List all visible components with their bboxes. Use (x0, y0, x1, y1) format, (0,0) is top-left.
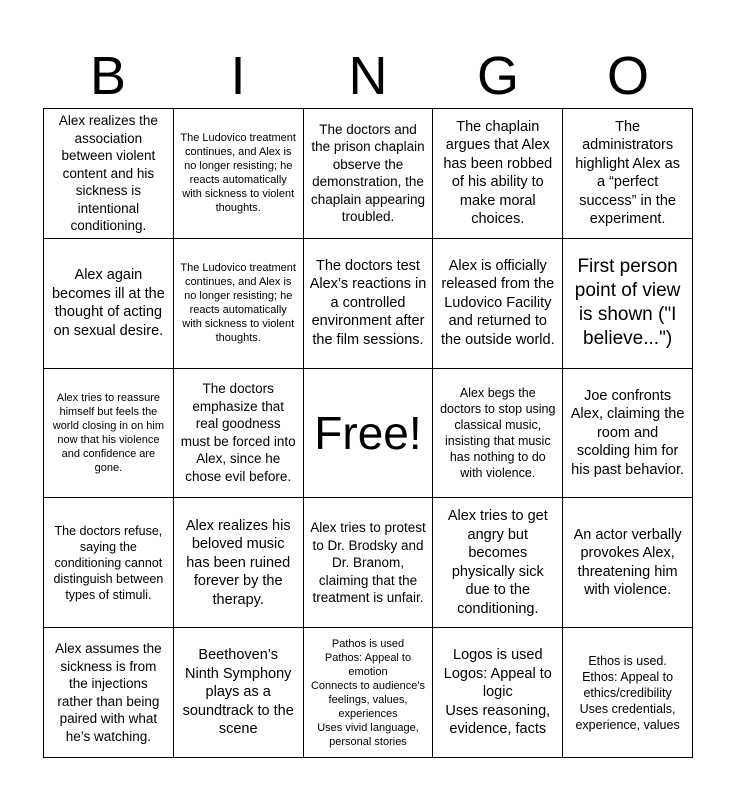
bingo-cell[interactable] (304, 498, 434, 628)
bingo-cell[interactable] (44, 498, 174, 628)
bingo-cell[interactable] (433, 109, 563, 239)
header-letter-g: G (476, 46, 519, 106)
bingo-cell[interactable] (44, 628, 174, 758)
header-letter-i: I (230, 46, 246, 106)
bingo-cell[interactable] (174, 628, 304, 758)
bingo-grid (43, 108, 693, 758)
bingo-cell[interactable] (433, 369, 563, 499)
bingo-cell[interactable] (563, 109, 693, 239)
cell-text: Alex tries to reassure himself but feels the world closing in on him now that his violence and confidence are gone. (52, 391, 165, 474)
cell-text: The Ludovico treatment continues, and Alex is no longer resisting; he reacts automatically with sickness to violent thoughts. (180, 132, 296, 215)
cell-text: Alex tries to get angry but becomes physically sick due to the conditioning. (447, 508, 548, 617)
cell-text: Alex realizes his beloved music has been ruined forever by the therapy. (185, 517, 291, 608)
bingo-cell[interactable] (433, 498, 563, 628)
bingo-cell[interactable] (433, 628, 563, 758)
free-space-text: Free! (314, 406, 422, 459)
bingo-cell[interactable] (174, 239, 304, 369)
cell-text: The chaplain argues that Alex has been robbed of his ability to make moral choices. (443, 118, 553, 228)
bingo-header (43, 44, 693, 108)
cell-text: Alex tries to protest to Dr. Brodsky and Dr. Branom, claiming that the treatment is unfair. (310, 520, 426, 606)
bingo-cell[interactable] (304, 239, 434, 369)
bingo-cell[interactable] (44, 239, 174, 369)
cell-text: The Ludovico treatment continues, and Alex is no longer resisting; he reacts automatically with sickness to violent thoughts. (180, 262, 296, 345)
cell-text: The doctors emphasize that real goodness must be forced into Alex, since he chose evil before. (180, 381, 296, 484)
cell-text: First person point of view is shown ("I believe...") (574, 256, 681, 350)
cell-text: Pathos is used Pathos: Appeal to emotion Connects to audience's feelings, values, experiences Uses vivid language, personal stories (310, 637, 425, 748)
bingo-cell[interactable] (433, 239, 563, 369)
header-letter-o: O (606, 46, 649, 106)
cell-text: Logos is used Logos: Appeal to logic Uses reasoning, evidence, facts (443, 647, 552, 738)
bingo-cell[interactable] (44, 369, 174, 499)
bingo-cell[interactable] (563, 239, 693, 369)
bingo-cell[interactable] (174, 498, 304, 628)
bingo-cell[interactable] (304, 628, 434, 758)
cell-text: An actor verbally provokes Alex, threatening him with violence. (573, 526, 682, 599)
bingo-cell[interactable] (174, 109, 304, 239)
header-letter-n: N (348, 46, 388, 106)
bingo-cell[interactable] (563, 628, 693, 758)
cell-text: Alex again becomes ill at the thought of acting on sexual desire. (51, 267, 165, 339)
cell-text: Beethoven’s Ninth Symphony plays as a soundtrack to the scene (182, 647, 294, 738)
cell-text: The doctors refuse, saying the conditioning cannot distinguish between types of stimuli. (53, 523, 164, 602)
cell-text: The doctors and the prison chaplain observe the demonstration, the chaplain appearing troubled. (310, 121, 426, 225)
header-letter-b: B (89, 46, 127, 106)
free-space-cell[interactable] (304, 369, 434, 499)
bingo-cell[interactable] (44, 109, 174, 239)
bingo-cell[interactable] (563, 369, 693, 499)
cell-text: Ethos is used. Ethos: Appeal to ethics/credibility Uses credentials, experience, values (575, 653, 680, 732)
cell-text: The administrators highlight Alex as a “perfect success” in the experiment. (575, 118, 680, 228)
cell-text: Alex is officially released from the Ludovico Facility and returned to the outside world. (440, 257, 555, 348)
bingo-cell[interactable] (563, 498, 693, 628)
cell-text: Alex realizes the association between violent content and his sickness is intentional conditioning. (58, 113, 158, 234)
bingo-cell[interactable] (174, 369, 304, 499)
cell-text: Alex begs the doctors to stop using classical music, insisting that music has nothing to do with violence. (440, 385, 556, 480)
cell-text: Alex assumes the sickness is from the injections rather than being paired with what he’s watching. (55, 641, 162, 744)
bingo-cell[interactable] (304, 109, 434, 239)
cell-text: The doctors test Alex’s reactions in a controlled environment after the film sessions. (309, 257, 427, 348)
cell-text: Joe confronts Alex, claiming the room and scolding him for his past behavior. (570, 387, 685, 478)
